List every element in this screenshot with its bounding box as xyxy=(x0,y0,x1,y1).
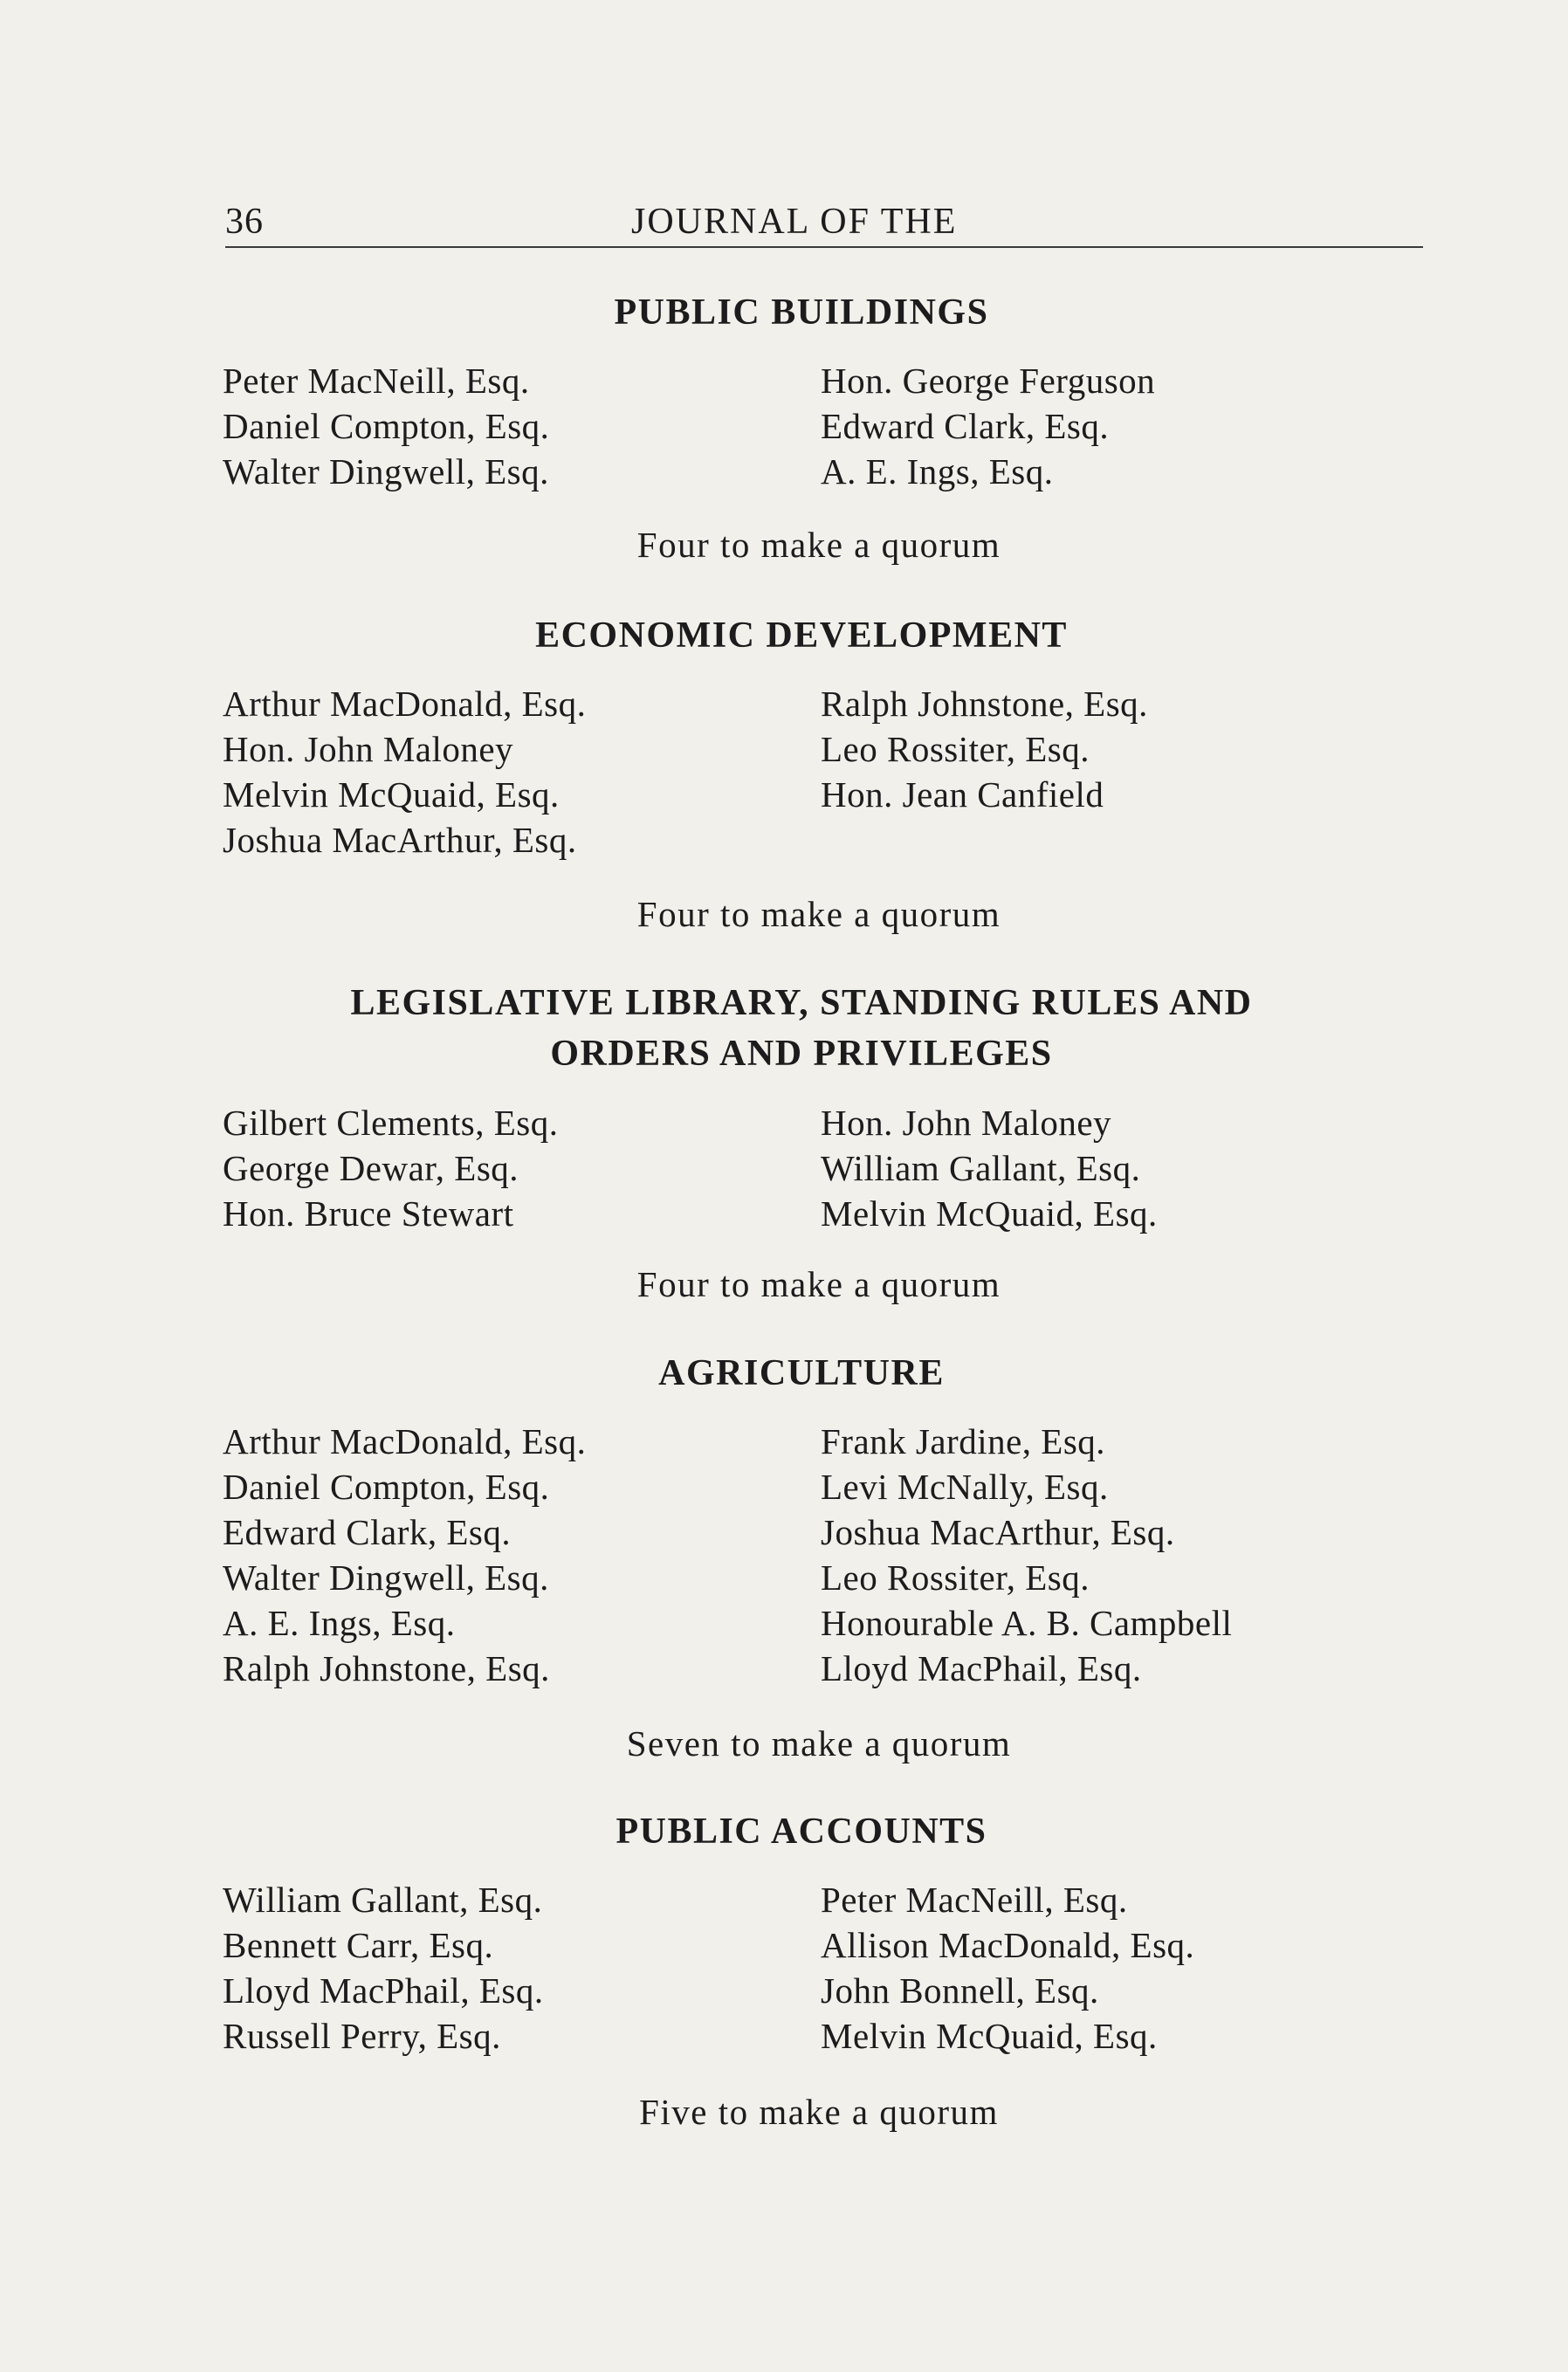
member-name: Melvin McQuaid, Esq. xyxy=(821,2016,1158,2056)
members-left-column xyxy=(223,681,586,863)
members-right-column xyxy=(821,1419,1232,1691)
quorum-note: Four to make a quorum xyxy=(636,894,1001,934)
member-name: Allison MacDonald, Esq. xyxy=(821,1925,1195,1965)
member-name: Levi McNally, Esq. xyxy=(821,1467,1109,1507)
members-right-column xyxy=(821,681,1148,817)
member-name: Hon. Jean Canfield xyxy=(821,774,1104,815)
member-name: William Gallant, Esq. xyxy=(223,1880,543,1920)
committee-legislative-library xyxy=(0,978,1568,1236)
committee-title: PUBLIC ACCOUNTS xyxy=(616,1812,987,1852)
committee-public-buildings xyxy=(0,288,1568,494)
quorum-note: Seven to make a quorum xyxy=(626,1723,1012,1764)
member-name: Russell Perry, Esq. xyxy=(223,2016,501,2056)
committee-title-line-2: ORDERS AND PRIVILEGES xyxy=(550,1034,1053,1074)
committee-members xyxy=(0,681,1568,863)
members-right-column xyxy=(821,358,1155,494)
member-name: Edward Clark, Esq. xyxy=(223,1512,512,1552)
members-left-column xyxy=(223,1100,559,1236)
member-name: Leo Rossiter, Esq. xyxy=(821,729,1090,769)
members-left-column xyxy=(223,1419,586,1691)
member-name: John Bonnell, Esq. xyxy=(821,1970,1099,2011)
committee-economic-development xyxy=(0,611,1568,863)
member-name: George Dewar, Esq. xyxy=(223,1148,519,1188)
member-name: A. E. Ings, Esq. xyxy=(223,1603,456,1643)
member-name: Daniel Compton, Esq. xyxy=(223,1467,550,1507)
committee-title: PUBLIC BUILDINGS xyxy=(614,292,989,333)
committee-title: ECONOMIC DEVELOPMENT xyxy=(535,615,1068,656)
members-right-column xyxy=(821,1100,1158,1236)
member-name: A. E. Ings, Esq. xyxy=(821,451,1054,492)
running-head xyxy=(225,194,1423,248)
member-name: Hon. John Maloney xyxy=(223,729,514,769)
committee-agriculture xyxy=(0,1349,1568,1691)
member-name: Peter MacNeill, Esq. xyxy=(821,1880,1128,1920)
quorum-note: Four to make a quorum xyxy=(636,1264,1001,1304)
member-name: Walter Dingwell, Esq. xyxy=(223,451,549,492)
member-name: Lloyd MacPhail, Esq. xyxy=(821,1648,1142,1688)
members-left-column xyxy=(223,358,549,494)
member-name: Frank Jardine, Esq. xyxy=(821,1421,1106,1461)
member-name: Daniel Compton, Esq. xyxy=(223,406,550,446)
member-name: Arthur MacDonald, Esq. xyxy=(223,1421,587,1461)
member-name: Hon. Bruce Stewart xyxy=(223,1193,514,1234)
committee-members xyxy=(0,1100,1568,1236)
member-name: Joshua MacArthur, Esq. xyxy=(223,820,577,860)
member-name: Leo Rossiter, Esq. xyxy=(821,1557,1090,1598)
member-name: Edward Clark, Esq. xyxy=(821,406,1110,446)
quorum-note: Five to make a quorum xyxy=(639,2092,999,2132)
members-left-column xyxy=(223,1877,544,2059)
member-name: William Gallant, Esq. xyxy=(821,1148,1141,1188)
members-right-column xyxy=(821,1877,1194,2059)
committee-members xyxy=(0,1877,1568,2059)
member-name: Peter MacNeill, Esq. xyxy=(223,361,530,401)
member-name: Arthur MacDonald, Esq. xyxy=(223,684,587,724)
member-name: Lloyd MacPhail, Esq. xyxy=(223,1970,544,2011)
committee-public-accounts xyxy=(0,1807,1568,2059)
member-name: Ralph Johnstone, Esq. xyxy=(821,684,1148,724)
page-number: 36 xyxy=(225,202,264,242)
member-name: Hon. John Maloney xyxy=(821,1103,1112,1143)
member-name: Joshua MacArthur, Esq. xyxy=(821,1512,1175,1552)
running-title: JOURNAL OF THE xyxy=(631,202,958,242)
quorum-note: Four to make a quorum xyxy=(636,525,1001,565)
member-name: Ralph Johnstone, Esq. xyxy=(223,1648,550,1688)
member-name: Melvin McQuaid, Esq. xyxy=(821,1193,1158,1234)
committee-members xyxy=(0,358,1568,494)
committee-members xyxy=(0,1419,1568,1691)
member-name: Melvin McQuaid, Esq. xyxy=(223,774,560,815)
member-name: Honourable A. B. Campbell xyxy=(821,1603,1233,1643)
member-name: Gilbert Clements, Esq. xyxy=(223,1103,559,1143)
committee-title-line-1: LEGISLATIVE LIBRARY, STANDING RULES AND xyxy=(350,983,1253,1023)
member-name: Bennett Carr, Esq. xyxy=(223,1925,494,1965)
committee-title: AGRICULTURE xyxy=(658,1353,945,1393)
member-name: Walter Dingwell, Esq. xyxy=(223,1557,549,1598)
member-name: Hon. George Ferguson xyxy=(821,361,1156,401)
